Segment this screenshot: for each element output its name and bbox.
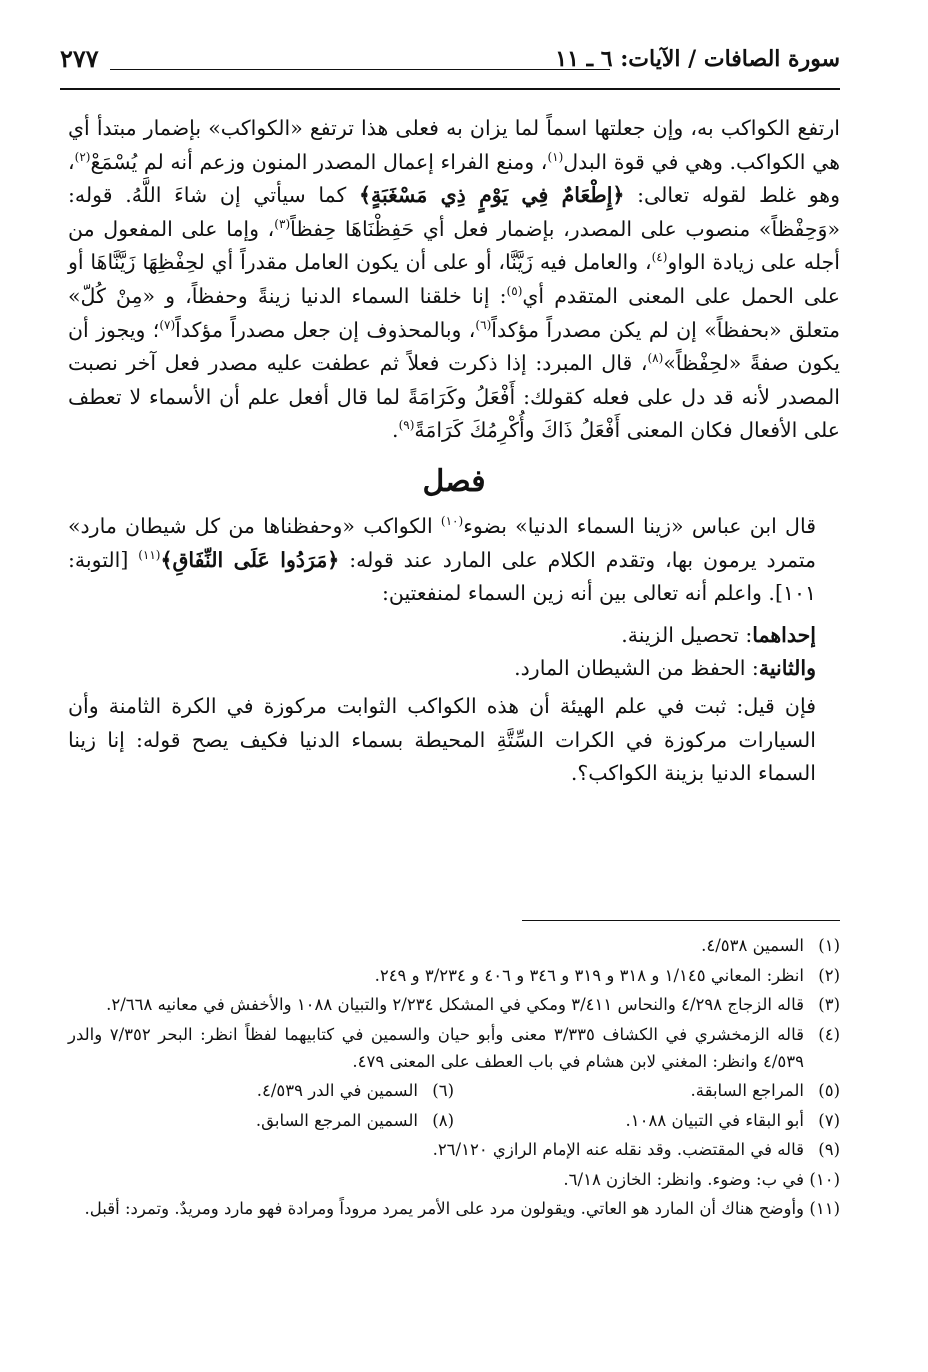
- text-run: ، ومنع الفراء إعمال المصدر المنون وزعم أنه لم يُسْمَعْ: [90, 149, 548, 174]
- list-item: [68, 619, 840, 653]
- footnote-text: وأوضح هناك أن المارد هو العاتي. ويقولون مرد على الأمر يمرد مروداً ومرادة فهو مارد ومريدٌ. وتمرد: أقبل.: [84, 1199, 804, 1218]
- text-run: ، وإما على المفعول من أجله على زيادة الواو: [68, 216, 840, 275]
- text-run: : إنا خلقنا السماء الدنيا زينةً وحفظاً، و «مِنْ كُلّ» متعلق «بحفظاً» إن لم يكن مصدراً مؤكداً: [68, 283, 840, 342]
- footnote-number: (٣): [818, 995, 840, 1014]
- header-rule: [110, 69, 610, 70]
- footnote-number: (٦): [432, 1081, 454, 1100]
- footnote-number: (٤): [818, 1024, 840, 1044]
- list-item: [68, 652, 840, 686]
- quran-verse: ﴿إِطْعَامٌ فِي يَوْمٍ ذِي مَسْغَبَةٍ﴾: [358, 183, 625, 208]
- footnote-marker[interactable]: (١): [547, 149, 564, 164]
- footnote-number: (٩): [818, 1140, 840, 1159]
- footnote: [68, 1021, 840, 1075]
- item-text: : الحفظ من الشيطان المارد.: [514, 656, 759, 681]
- text-run: ؛ ويجوز أن يكون صفةً «لحِفْظاً»: [68, 317, 840, 376]
- footnote: [68, 932, 840, 959]
- footnote-marker[interactable]: (٦): [475, 317, 492, 332]
- text-run: ، وهو غلط لقوله تعالى:: [68, 149, 840, 208]
- main-text: [68, 112, 840, 791]
- footnotes: [68, 932, 840, 1225]
- footnote-number: (٥): [818, 1081, 840, 1100]
- footnote-text: انظر: المعاني ١/١٤٥ و ٣١٨ و ٣١٩ و ٣٤٦ و ٤٠٦ و ٣/٢٣٤ و ٢٤٩.: [374, 965, 804, 985]
- footnote: [68, 962, 840, 989]
- item-text: : تحصيل الزينة.: [621, 622, 753, 647]
- footnote-text: السمين المرجع السابق.: [255, 1110, 418, 1130]
- paragraph-3: فإن قيل: ثبت في علم الهيئة أن هذه الكواكب الثوابت مركوزة في الكرة الثامنة وأن السيارات مركوزة في الكرات السِّتَّةِ المحيطة بسماء الدنيا فكيف يصح قوله: إنا زينا السماء الدنيا بزينة الكواكب؟.: [68, 693, 816, 786]
- text-run: الكواكب «وحفظناها من كل شيطان مارد» متمرد يرمون بها، وتقدم الكلام على المارد عند قوله:: [68, 513, 816, 572]
- footnote-marker[interactable]: (٧): [159, 317, 176, 332]
- footnote: [68, 991, 840, 1018]
- paragraph-1: [68, 112, 840, 448]
- text-run: ارتفع الكواكب به، وإن جعلتها اسماً لما يزان به فعلى هذا ترتفع «الكواكب» بإضمار مبتدأ أي هي الكواكب. وهي في قوة البدل: [68, 116, 841, 174]
- footnote: [454, 1107, 840, 1134]
- footnote-text: أبو البقاء في التبيان ١٠٨٨.: [625, 1110, 804, 1130]
- section-title: فصل: [422, 463, 486, 499]
- text-run: ، والعامل فيه زَيَّنَّا، أو على أن يكون العامل مقدراً أي لحِفْظِهَا زَيَّنَّاهَا أو على الحمل على المعنى المتقدم أي: [68, 250, 841, 308]
- footnote-marker[interactable]: (٥): [506, 284, 523, 299]
- page-header: [60, 40, 840, 88]
- item-label: والثانية: [758, 656, 816, 681]
- footnote-text: في ب: وضوء. وانظر: الخازن ٦/١٨.: [563, 1169, 804, 1189]
- text-run: كما سيأتي إن شاءَ اللَّهُ. قوله: «وَحِفْظاً» منصوب على المصدر، بإضمار فعل أي حَفِظْنَاهَا حِفظاً: [68, 183, 840, 241]
- footnote-marker[interactable]: (٨): [647, 351, 664, 366]
- footnote: [68, 1107, 454, 1134]
- footnote-marker[interactable]: (٤): [651, 250, 668, 265]
- footnote: [68, 1077, 454, 1104]
- footnote-number: (١): [818, 936, 840, 955]
- footnote: [68, 1136, 840, 1163]
- header-divider: [60, 88, 840, 90]
- footnote-marker[interactable]: (٩): [398, 418, 415, 433]
- text-run: قال ابن عباس «زينا السماء الدنيا» بضوء: [463, 513, 816, 538]
- text-run: [التوبة: ١٠١]. واعلم أنه تعالى بين أنه زين السماء لمنفعتين:: [68, 547, 816, 606]
- footnote-text: السمين ٤/٥٣٨.: [701, 936, 804, 955]
- paragraph-2: [68, 510, 840, 611]
- footnote: [454, 1077, 840, 1104]
- footnote-text: السمين في الدر ٤/٥٣٩.: [256, 1081, 418, 1100]
- footnote-separator: [522, 920, 840, 921]
- footnote-number: (٢): [818, 965, 840, 985]
- quran-verse: ﴿مَرَدُوا عَلَى النِّفَاقِ﴾: [160, 547, 340, 572]
- footnote-number: (١٠): [809, 1169, 840, 1189]
- footnote: [68, 1195, 840, 1222]
- footnote-marker[interactable]: (٢): [74, 149, 91, 164]
- page-number: ٢٧٧: [60, 44, 99, 73]
- footnote: [68, 1166, 840, 1193]
- text-run: ، وبالمحذوف إن جعل مصدراً مؤكداً: [175, 317, 476, 342]
- footnote-marker[interactable]: (٣): [274, 216, 291, 231]
- item-label: إحداهما: [752, 622, 816, 647]
- text-run: ، قال المبرد: إذا ذكرت فعلاً ثم عطفت عليه مصدر فعل آخر نصبت المصدر لأنه قد دل على فعله كقولك: أَفْعَلُ وكَرَامَةً لما قال أفعل علم أن الأسماء لا تعطف على الأفعال فكان المعنى أَفْعَلُ ذَاكَ وأُكْرِمُكَ كَرَامَةً: [68, 351, 840, 443]
- footnote-marker[interactable]: (١١): [138, 547, 161, 562]
- footnote-pair: [68, 1077, 840, 1104]
- footnote-text: قاله في المقتضب. وقد نقله عنه الإمام الرازي ٢٦/١٢٠.: [432, 1140, 804, 1159]
- footnote-pair: [68, 1107, 840, 1134]
- text-run: .: [392, 418, 399, 443]
- footnote-text: قاله الزمخشري في الكشاف ٣/٣٣٥ معنى وأبو حيان والسمين في كتابيهما لفظاً انظر: البحر ٧/٣٥٢ والدر ٤/٥٣٩ وانظر: المغني لابن هشام في باب العطف على المعنى ٤٧٩.: [68, 1024, 804, 1071]
- footnote-number: (٧): [818, 1110, 840, 1130]
- footnote-text: قاله الزجاج ٤/٢٩٨ والنحاس ٣/٤١١ ومكي في المشكل ٢/٢٣٤ والتبيان ١٠٨٨ والأخفش في معانيه ٢/٦٦٨.: [106, 995, 804, 1014]
- footnote-number: (١١): [809, 1199, 840, 1218]
- footnote-text: المراجع السابقة.: [690, 1081, 804, 1100]
- footnote-number: (٨): [432, 1110, 454, 1130]
- footnote-marker[interactable]: (١٠): [440, 514, 464, 529]
- running-title: سورة الصافات / الآيات: ٦ ـ ١١: [555, 46, 840, 72]
